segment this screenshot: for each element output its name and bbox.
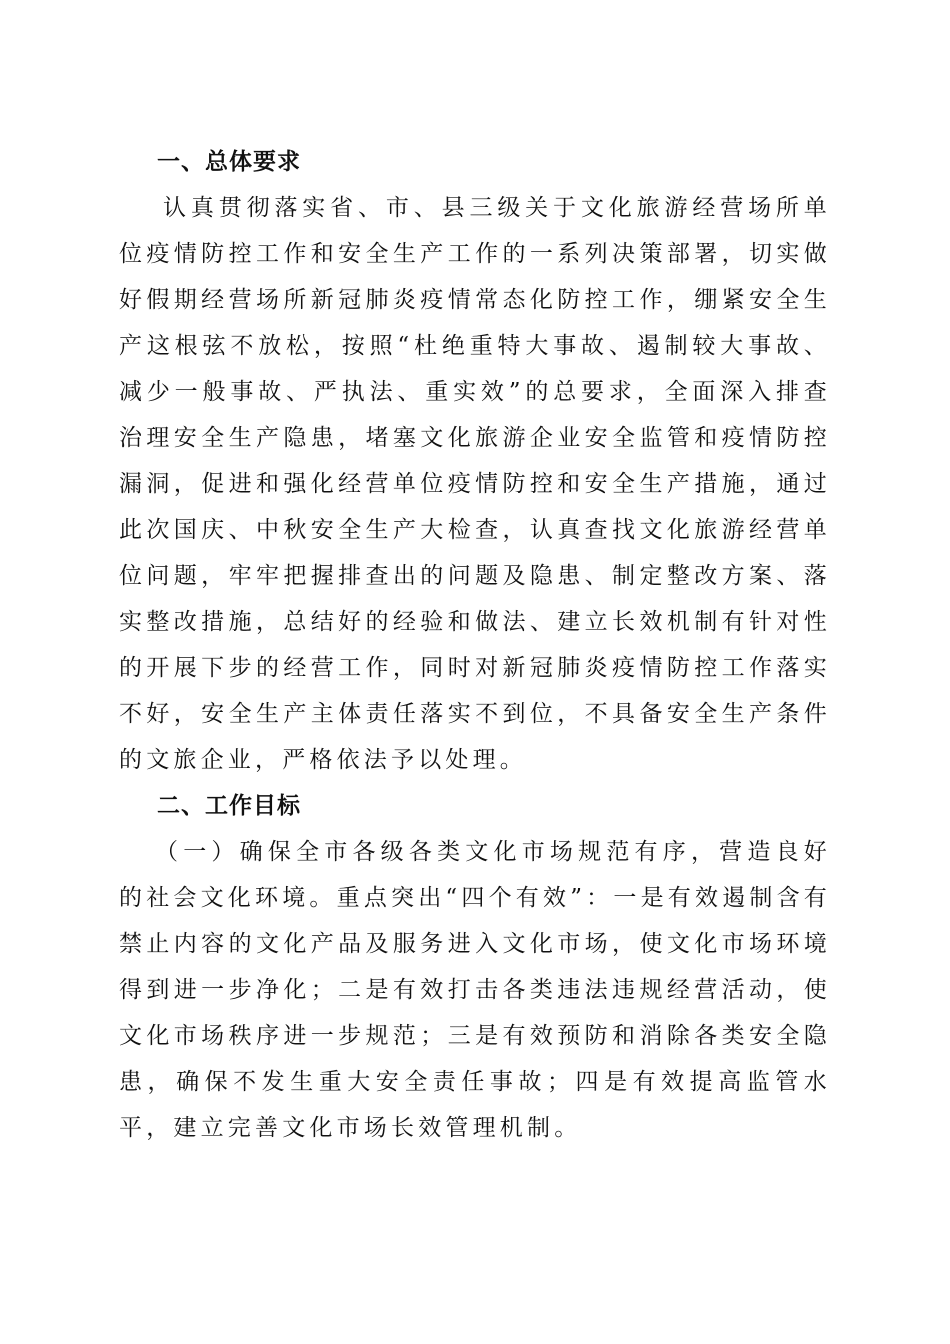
section-heading-general-requirements: 一、总体要求 <box>157 149 301 175</box>
document-body <box>119 139 831 1151</box>
section-paragraph-work-objectives: （一）确保全市各级各类文化市场规范有序，营造良好的社会文化环境。重点突出“四个有效”：一是有效遏制含有禁止内容的文化产品及服务进入文化市场，使文化市场环境得到进一步净化；二是有效打击各类违法违规经营活动，使文化市场秩序进一步规范；三是有效预防和消除各类安全隐患，确保不发生重大安全责任事故；四是有效提高监管水平，建立完善文化市场长效管理机制。 <box>119 839 831 1141</box>
section-heading-work-objectives: 二、工作目标 <box>157 793 301 819</box>
section-paragraph-general-requirements: 认真贯彻落实省、市、县三级关于文化旅游经营场所单位疫情防控工作和安全生产工作的一系列决策部署，切实做好假期经营场所新冠肺炎疫情常态化防控工作，绷紧安全生产这根弦不放松，按照“杜绝重特大事故、遏制较大事故、减少一般事故、严执法、重实效”的总要求，全面深入排查治理安全生产隐患，堵塞文化旅游企业安全监管和疫情防控漏洞，促进和强化经营单位疫情防控和安全生产措施，通过此次国庆、中秋安全生产大检查，认真查找文化旅游经营单位问题，牢牢把握排查出的问题及隐患、制定整改方案、落实整改措施，总结好的经验和做法、建立长效机制有针对性的开展下步的经营工作，同时对新冠肺炎疫情防控工作落实不好，安全生产主体责任落实不到位，不具备安全生产条件的文旅企业，严格依法予以处理。 <box>119 195 831 773</box>
